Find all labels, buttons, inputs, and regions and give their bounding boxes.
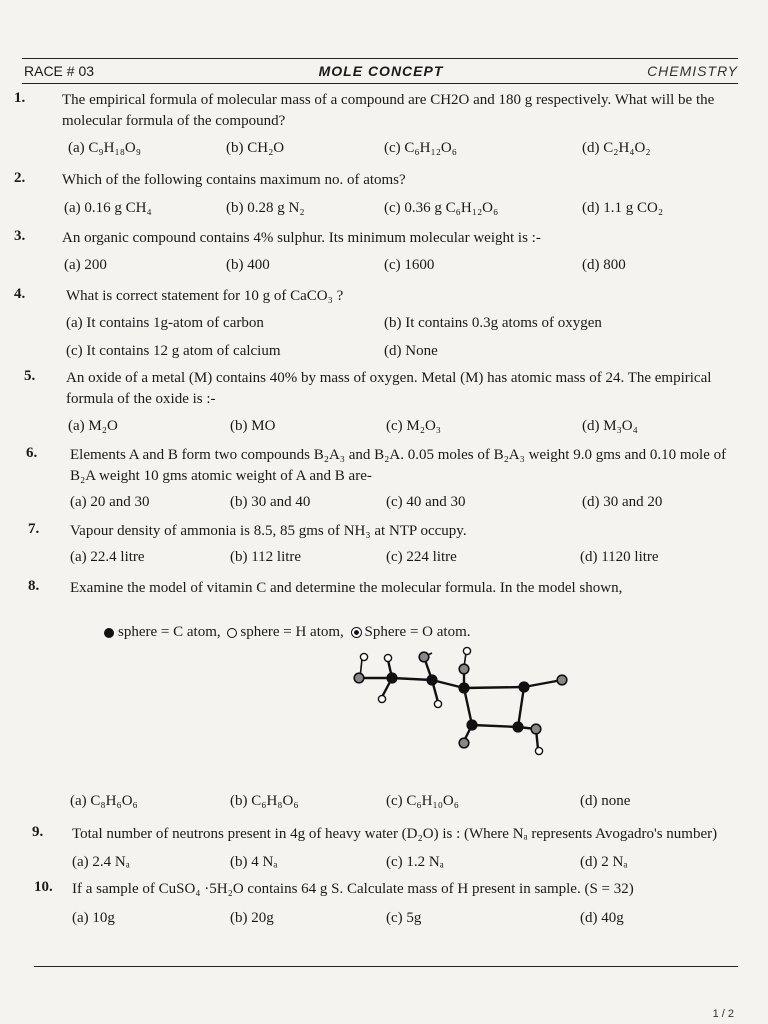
- question-text: Total number of neutrons present in 4g of heavy water (D₂O) is : (Where Nₐ represents Avogadro's number): [72, 826, 718, 842]
- option-b[interactable]: (b) It contains 0.3g atoms of oxygen: [384, 315, 602, 331]
- option-a[interactable]: (a) M₂O: [68, 418, 118, 434]
- option-c[interactable]: (c) 40 and 30: [386, 494, 466, 510]
- question-text: Which of the following contains maximum no. of atoms?: [62, 172, 406, 188]
- oxygen-sphere-icon: [351, 627, 362, 638]
- option-a[interactable]: (a) 200: [64, 257, 107, 273]
- option-c[interactable]: (c) 224 litre: [386, 549, 457, 565]
- question-number: 10.: [34, 879, 53, 895]
- option-b[interactable]: (b) C₆H₈O₆: [230, 793, 299, 809]
- topic-title: MOLE CONCEPT: [318, 63, 444, 79]
- option-d[interactable]: (d) 40g: [580, 910, 624, 926]
- option-d[interactable]: (d) 800: [582, 257, 626, 273]
- option-b[interactable]: (b) 112 litre: [230, 549, 302, 565]
- question-text: The empirical formula of molecular mass of a compound are CH2O and 180 g respectively. What will be the molecular formula of the compound?: [62, 92, 715, 129]
- option-d[interactable]: (d) 2 Nₐ: [580, 854, 628, 870]
- option-d[interactable]: (d) 1.1 g CO₂: [582, 200, 664, 216]
- top-rule: [22, 58, 738, 59]
- question-number: 9.: [32, 824, 44, 840]
- option-c[interactable]: (c) 1600: [384, 257, 435, 273]
- option-c[interactable]: (c) 0.36 g C₆H₁₂O₆: [384, 200, 499, 216]
- question-number: 8.: [28, 578, 40, 594]
- option-a[interactable]: (a) 0.16 g CH₄: [64, 200, 152, 216]
- option-b[interactable]: (b) 20g: [230, 910, 274, 926]
- carbon-sphere-icon: [104, 628, 114, 638]
- option-d[interactable]: (d) none: [580, 793, 631, 809]
- option-b[interactable]: (b) MO: [230, 418, 276, 434]
- question-number: 7.: [28, 521, 40, 537]
- option-a[interactable]: (a) It contains 1g-atom of carbon: [66, 315, 264, 331]
- question-text: Vapour density of ammonia is 8.5, 85 gms of NH₃ at NTP occupy.: [70, 523, 467, 539]
- option-a[interactable]: (a) C₉H₁₈O₉: [68, 140, 141, 156]
- option-a[interactable]: (a) 2.4 Nₐ: [72, 854, 130, 870]
- legend-carbon: sphere = C atom,: [118, 624, 221, 640]
- option-c[interactable]: (c) C₆H₁₂O₆: [384, 140, 457, 156]
- option-b[interactable]: (b) 4 Nₐ: [230, 854, 278, 870]
- question-text: What is correct statement for 10 g of CaCO₃ ?: [66, 288, 344, 304]
- legend-oxygen: Sphere = O atom.: [364, 624, 471, 640]
- question-number: 2.: [14, 170, 26, 186]
- question-number: 3.: [14, 228, 26, 244]
- option-c[interactable]: (c) 1.2 Nₐ: [386, 854, 444, 870]
- question-number: 5.: [24, 368, 36, 384]
- option-b[interactable]: (b) 30 and 40: [230, 494, 311, 510]
- option-c[interactable]: (c) M₂O₃: [386, 418, 442, 434]
- option-a[interactable]: (a) 10g: [72, 910, 115, 926]
- option-d[interactable]: (d) C₂H₄O₂: [582, 140, 651, 156]
- option-a[interactable]: (a) C₈H₆O₆: [70, 793, 138, 809]
- vitamin-c-model-diagram: [340, 645, 590, 760]
- option-d[interactable]: (d) None: [384, 343, 438, 359]
- question-number: 6.: [26, 445, 38, 461]
- option-a[interactable]: (a) 22.4 litre: [70, 549, 145, 565]
- race-number: RACE # 03: [24, 63, 95, 79]
- footer-rule: [34, 966, 738, 967]
- question-text: If a sample of CuSO₄ ·5H₂O contains 64 g S. Calculate mass of H present in sample. (S = 32): [72, 881, 634, 897]
- option-a[interactable]: (a) 20 and 30: [70, 494, 150, 510]
- question-text: An organic compound contains 4% sulphur. Its minimum molecular weight is :-: [62, 230, 541, 246]
- option-d[interactable]: (d) M₃O₄: [582, 418, 638, 434]
- option-d[interactable]: (d) 1120 litre: [580, 549, 659, 565]
- legend-hydrogen: sphere = H atom,: [240, 624, 344, 640]
- option-c[interactable]: (c) It contains 12 g atom of calcium: [66, 343, 281, 359]
- question-number: 4.: [14, 286, 26, 302]
- question-text: An oxide of a metal (M) contains 40% by mass of oxygen. Metal (M) has atomic mass of 24. The empirical formula of the oxide is :-: [66, 370, 712, 407]
- question-text: Examine the model of vitamin C and determine the molecular formula. In the model shown,: [70, 580, 623, 596]
- option-b[interactable]: (b) 400: [226, 257, 270, 273]
- question-text: Elements A and B form two compounds B₂A₃ and B₂A. 0.05 moles of B₂A₃ weight 9.0 gms and 0.10 mole of B₂A weight 10 gms atomic weight of A and B are-: [70, 447, 727, 484]
- option-c[interactable]: (c) C₆H₁₀O₆: [386, 793, 459, 809]
- question-number: 1.: [14, 90, 26, 106]
- option-d[interactable]: (d) 30 and 20: [582, 494, 663, 510]
- option-b[interactable]: (b) 0.28 g N₂: [226, 200, 305, 216]
- header-rule: [22, 83, 738, 84]
- header: [24, 63, 738, 83]
- atom-legend: [104, 624, 470, 641]
- subject-label: CHEMISTRY: [647, 63, 738, 79]
- option-b[interactable]: (b) CH₂O: [226, 140, 285, 156]
- hydrogen-sphere-icon: [227, 628, 237, 638]
- page-number: 1 / 2: [712, 1008, 734, 1020]
- option-c[interactable]: (c) 5g: [386, 910, 422, 926]
